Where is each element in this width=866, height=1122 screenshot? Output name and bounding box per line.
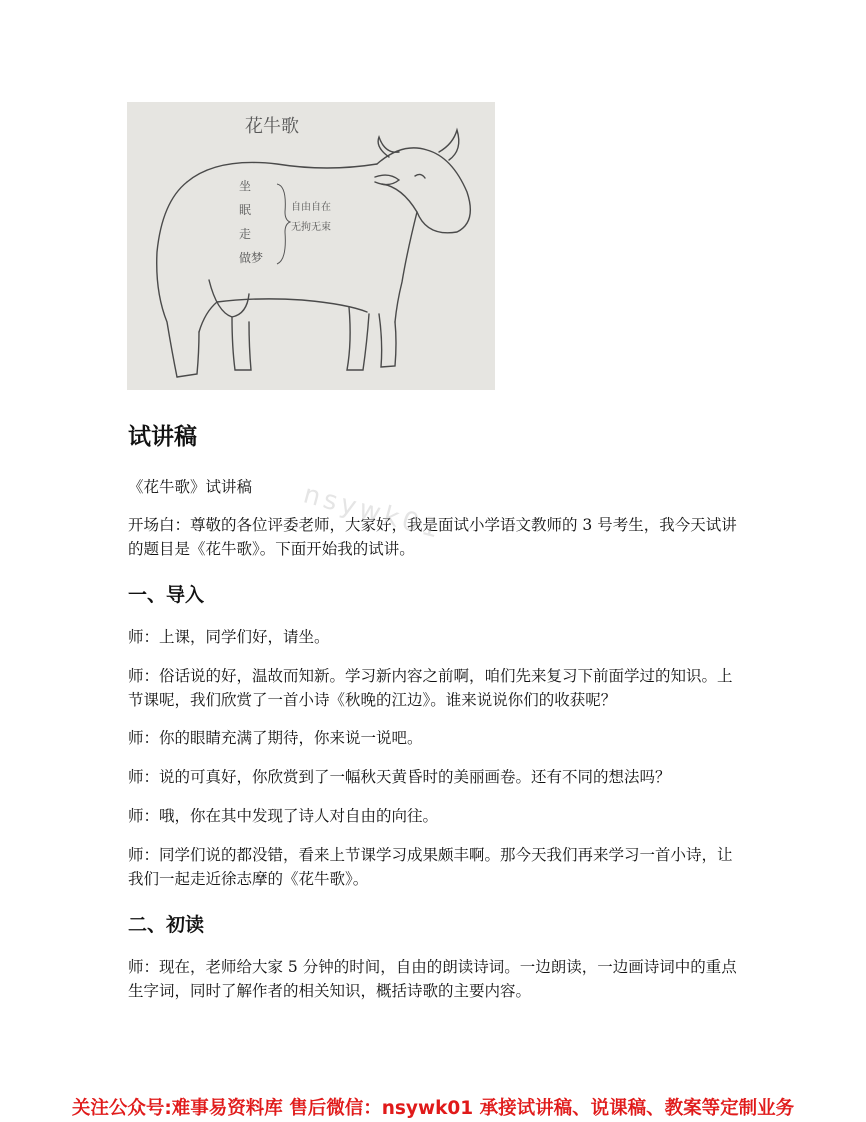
sketch-title: 花牛歌: [245, 116, 299, 137]
footer-banner: 关注公众号:难事易资料库 售后微信：nsywk01 承接试讲稿、说课稿、教案等定制业务: [71, 1098, 795, 1119]
sketch-word-3: 走: [239, 227, 252, 241]
watermark: nsywk01: [300, 479, 446, 546]
sketch-note-2: 无拘无束: [291, 222, 331, 233]
sketch-word-1: 坐: [239, 179, 252, 193]
paragraph: 师：现在，老师给大家 5 分钟的时间，自由的朗读诗词。一边朗读，一边画诗词中的重点生字词，同时了解作者的相关知识，概括诗歌的主要内容。: [128, 958, 737, 1000]
paragraph: 师：同学们说的都没错，看来上节课学习成果颇丰啊。那今天我们再来学习一首小诗，让我们一起走近徐志摩的《花牛歌》。: [128, 846, 733, 888]
sketch-word-2: 眠: [239, 203, 252, 217]
paragraph: 师：上课，同学们好，请坐。: [128, 628, 330, 646]
paragraph: 师：哦，你在其中发现了诗人对自由的向往。: [128, 807, 439, 825]
section-title-first-reading: 二、初读: [128, 914, 205, 936]
sketch-note-1: 自由自在: [291, 202, 331, 213]
sketch-word-4: 做梦: [239, 251, 264, 265]
paragraph: 师：你的眼睛充满了期待，你来说一说吧。: [128, 729, 423, 747]
document-subtitle: 《花牛歌》试讲稿: [128, 478, 253, 496]
paragraph: 师：俗话说的好，温故而知新。学习新内容之前啊，咱们先来复习下前面学过的知识。上节课呢，我们欣赏了一首小诗《秋晚的江边》。谁来说说你们的收获呢？: [128, 667, 733, 709]
cow-sketch: [127, 102, 495, 390]
cow-sketch-photo: [127, 102, 495, 390]
intro-paragraph: 开场白：尊敬的各位评委老师，大家好，我是面试小学语文教师的 3 号考生，我今天试讲的题目是《花牛歌》。下面开始我的试讲。: [128, 516, 737, 558]
page-title: 试讲稿: [128, 424, 197, 450]
paragraph: 师：说的可真好，你欣赏到了一幅秋天黄昏时的美丽画卷。还有不同的想法吗？: [128, 768, 671, 786]
section-title-intro: 一、导入: [128, 584, 205, 606]
sketch-bracket: [277, 184, 290, 264]
